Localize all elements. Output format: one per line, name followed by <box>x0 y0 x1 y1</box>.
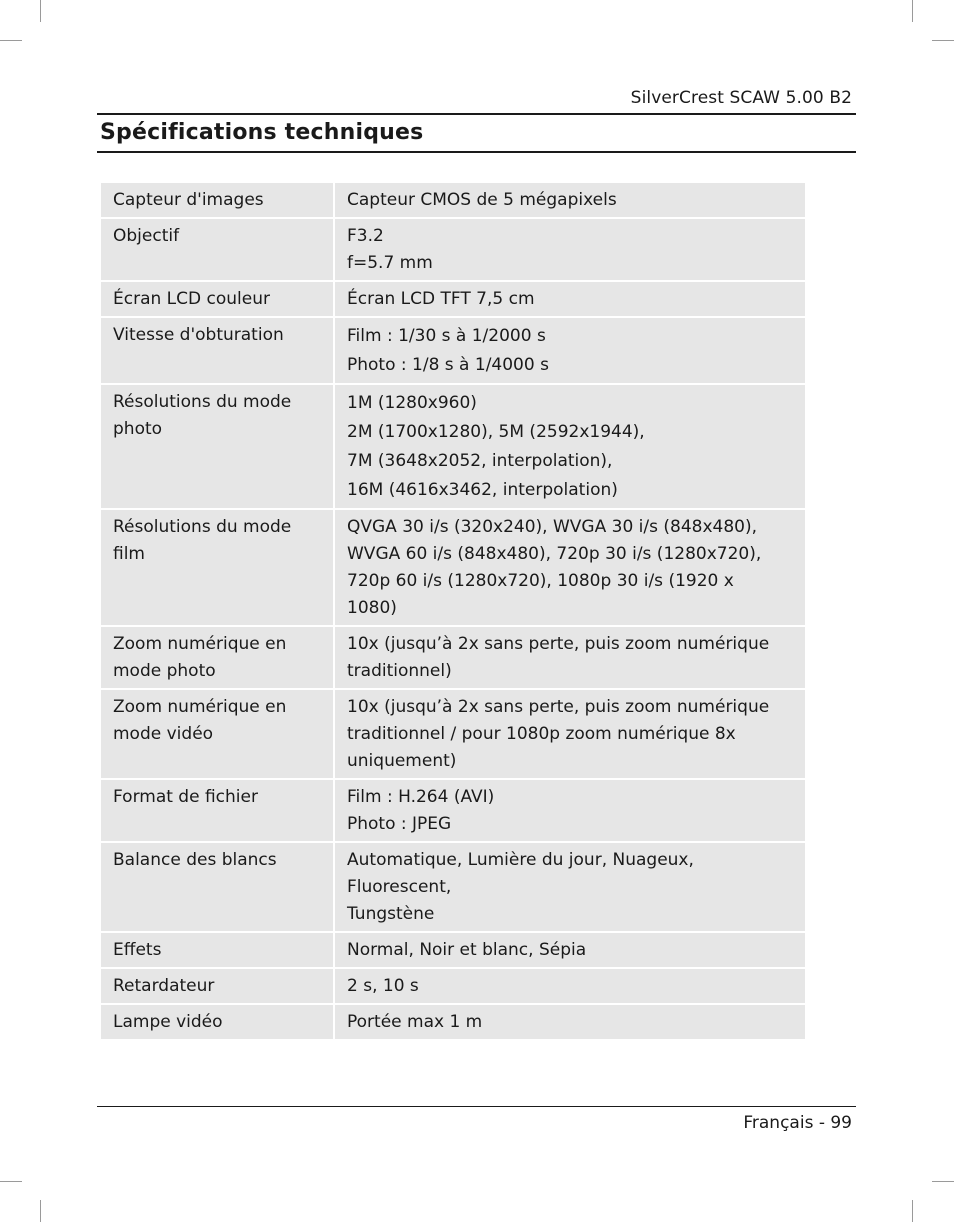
spec-label-line: Résolutions du mode film <box>113 517 292 564</box>
spec-row <box>101 318 805 383</box>
spec-label-line: mode vidéo <box>113 724 214 744</box>
spec-row <box>101 933 805 967</box>
spec-label-line: Lampe vidéo <box>113 1012 223 1032</box>
spec-value-line: 1M (1280x960) <box>347 393 477 413</box>
title-rule <box>97 151 856 153</box>
spec-row <box>101 1005 805 1039</box>
spec-value-line: Film : H.264 (AVI) <box>347 787 495 807</box>
spec-value-line: F3.2 <box>347 226 384 246</box>
spec-label-line: photo <box>113 419 163 439</box>
spec-value-line: Photo : 1/8 s à 1/4000 s <box>347 355 549 375</box>
spec-value-line: 2 s, 10 s <box>347 976 419 996</box>
spec-value-line: 720p 60 i/s (1280x720), 1080p 30 i/s (1920 x <box>347 571 734 591</box>
spec-row <box>101 690 805 778</box>
spec-label-line: Vitesse d'obturation <box>113 325 284 345</box>
spec-label <box>101 183 333 217</box>
crop-mark <box>932 1181 954 1182</box>
spec-label <box>101 969 333 1003</box>
spec-value-line: traditionnel / pour 1080p zoom numérique 8x <box>347 724 736 744</box>
spec-value <box>335 219 805 280</box>
spec-value-line: 1080) <box>347 598 397 618</box>
footer-rule <box>97 1106 856 1107</box>
crop-mark <box>0 1181 22 1182</box>
spec-value <box>335 843 805 931</box>
spec-value-line: 7M (3648x2052, interpolation), <box>347 451 613 471</box>
spec-label <box>101 510 333 625</box>
spec-row <box>101 627 805 688</box>
spec-table <box>99 181 807 1041</box>
spec-label <box>101 690 333 778</box>
spec-label-line: Format de fichier <box>113 787 258 807</box>
spec-value-line: WVGA 60 i/s (848x480), 720p 30 i/s (1280x720), <box>347 544 762 564</box>
spec-value-line: Portée max 1 m <box>347 1012 483 1032</box>
spec-value-line: Photo : JPEG <box>347 814 452 834</box>
spec-row <box>101 219 805 280</box>
spec-value-line: Automatique, Lumière du jour, Nuageux, Fluorescent, <box>347 850 694 897</box>
spec-label <box>101 933 333 967</box>
crop-mark <box>40 1200 41 1222</box>
page-number: Français - 99 <box>743 1113 852 1133</box>
spec-label <box>101 282 333 316</box>
spec-value <box>335 690 805 778</box>
spec-label-line: Zoom numérique en <box>113 697 287 717</box>
header-model: SilverCrest SCAW 5.00 B2 <box>630 88 852 108</box>
spec-label-line: Effets <box>113 940 162 960</box>
spec-table-body <box>101 183 805 1039</box>
spec-row <box>101 183 805 217</box>
crop-mark <box>0 40 22 41</box>
spec-row <box>101 385 805 508</box>
crop-mark <box>912 0 913 22</box>
spec-row <box>101 843 805 931</box>
spec-row <box>101 282 805 316</box>
spec-value <box>335 933 805 967</box>
spec-value-line: Normal, Noir et blanc, Sépia <box>347 940 587 960</box>
spec-label-line: Résolutions du mode <box>113 392 292 412</box>
spec-label <box>101 780 333 841</box>
crop-mark <box>40 0 41 22</box>
spec-value-line: traditionnel) <box>347 661 452 681</box>
spec-label-line: mode photo <box>113 661 216 681</box>
spec-label <box>101 385 333 508</box>
spec-row <box>101 969 805 1003</box>
spec-row <box>101 510 805 625</box>
spec-value-line: uniquement) <box>347 751 457 771</box>
spec-label-line: Capteur d'images <box>113 190 264 210</box>
spec-value-line: Tungstène <box>347 904 435 924</box>
spec-value <box>335 969 805 1003</box>
spec-value <box>335 282 805 316</box>
spec-value-line: 10x (jusqu’à 2x sans perte, puis zoom numérique <box>347 697 770 717</box>
crop-mark <box>932 40 954 41</box>
spec-label <box>101 1005 333 1039</box>
spec-value-line: 10x (jusqu’à 2x sans perte, puis zoom numérique <box>347 634 770 654</box>
spec-value-line: Film : 1/30 s à 1/2000 s <box>347 326 546 346</box>
spec-label-line: Zoom numérique en <box>113 634 287 654</box>
spec-value-line: Capteur CMOS de 5 mégapixels <box>347 190 617 210</box>
spec-value <box>335 627 805 688</box>
crop-mark <box>912 1200 913 1222</box>
spec-value <box>335 318 805 383</box>
header-rule <box>97 113 856 115</box>
section-title: Spécifications techniques <box>100 120 424 145</box>
spec-value-line: Écran LCD TFT 7,5 cm <box>347 289 535 309</box>
spec-label <box>101 627 333 688</box>
spec-value <box>335 183 805 217</box>
spec-value-line: 2M (1700x1280), 5M (2592x1944), <box>347 422 645 442</box>
spec-label-line: Objectif <box>113 226 180 246</box>
spec-value <box>335 385 805 508</box>
spec-label-line: Balance des blancs <box>113 850 277 870</box>
spec-value-line: QVGA 30 i/s (320x240), WVGA 30 i/s (848x480), <box>347 517 758 537</box>
spec-label-line: Écran LCD couleur <box>113 289 270 309</box>
spec-label-line: Retardateur <box>113 976 215 996</box>
spec-value <box>335 780 805 841</box>
spec-label <box>101 219 333 280</box>
spec-row <box>101 780 805 841</box>
spec-label <box>101 843 333 931</box>
spec-value-line: 16M (4616x3462, interpolation) <box>347 480 618 500</box>
spec-value <box>335 510 805 625</box>
spec-value <box>335 1005 805 1039</box>
spec-value-line: f=5.7 mm <box>347 253 433 273</box>
spec-label <box>101 318 333 383</box>
